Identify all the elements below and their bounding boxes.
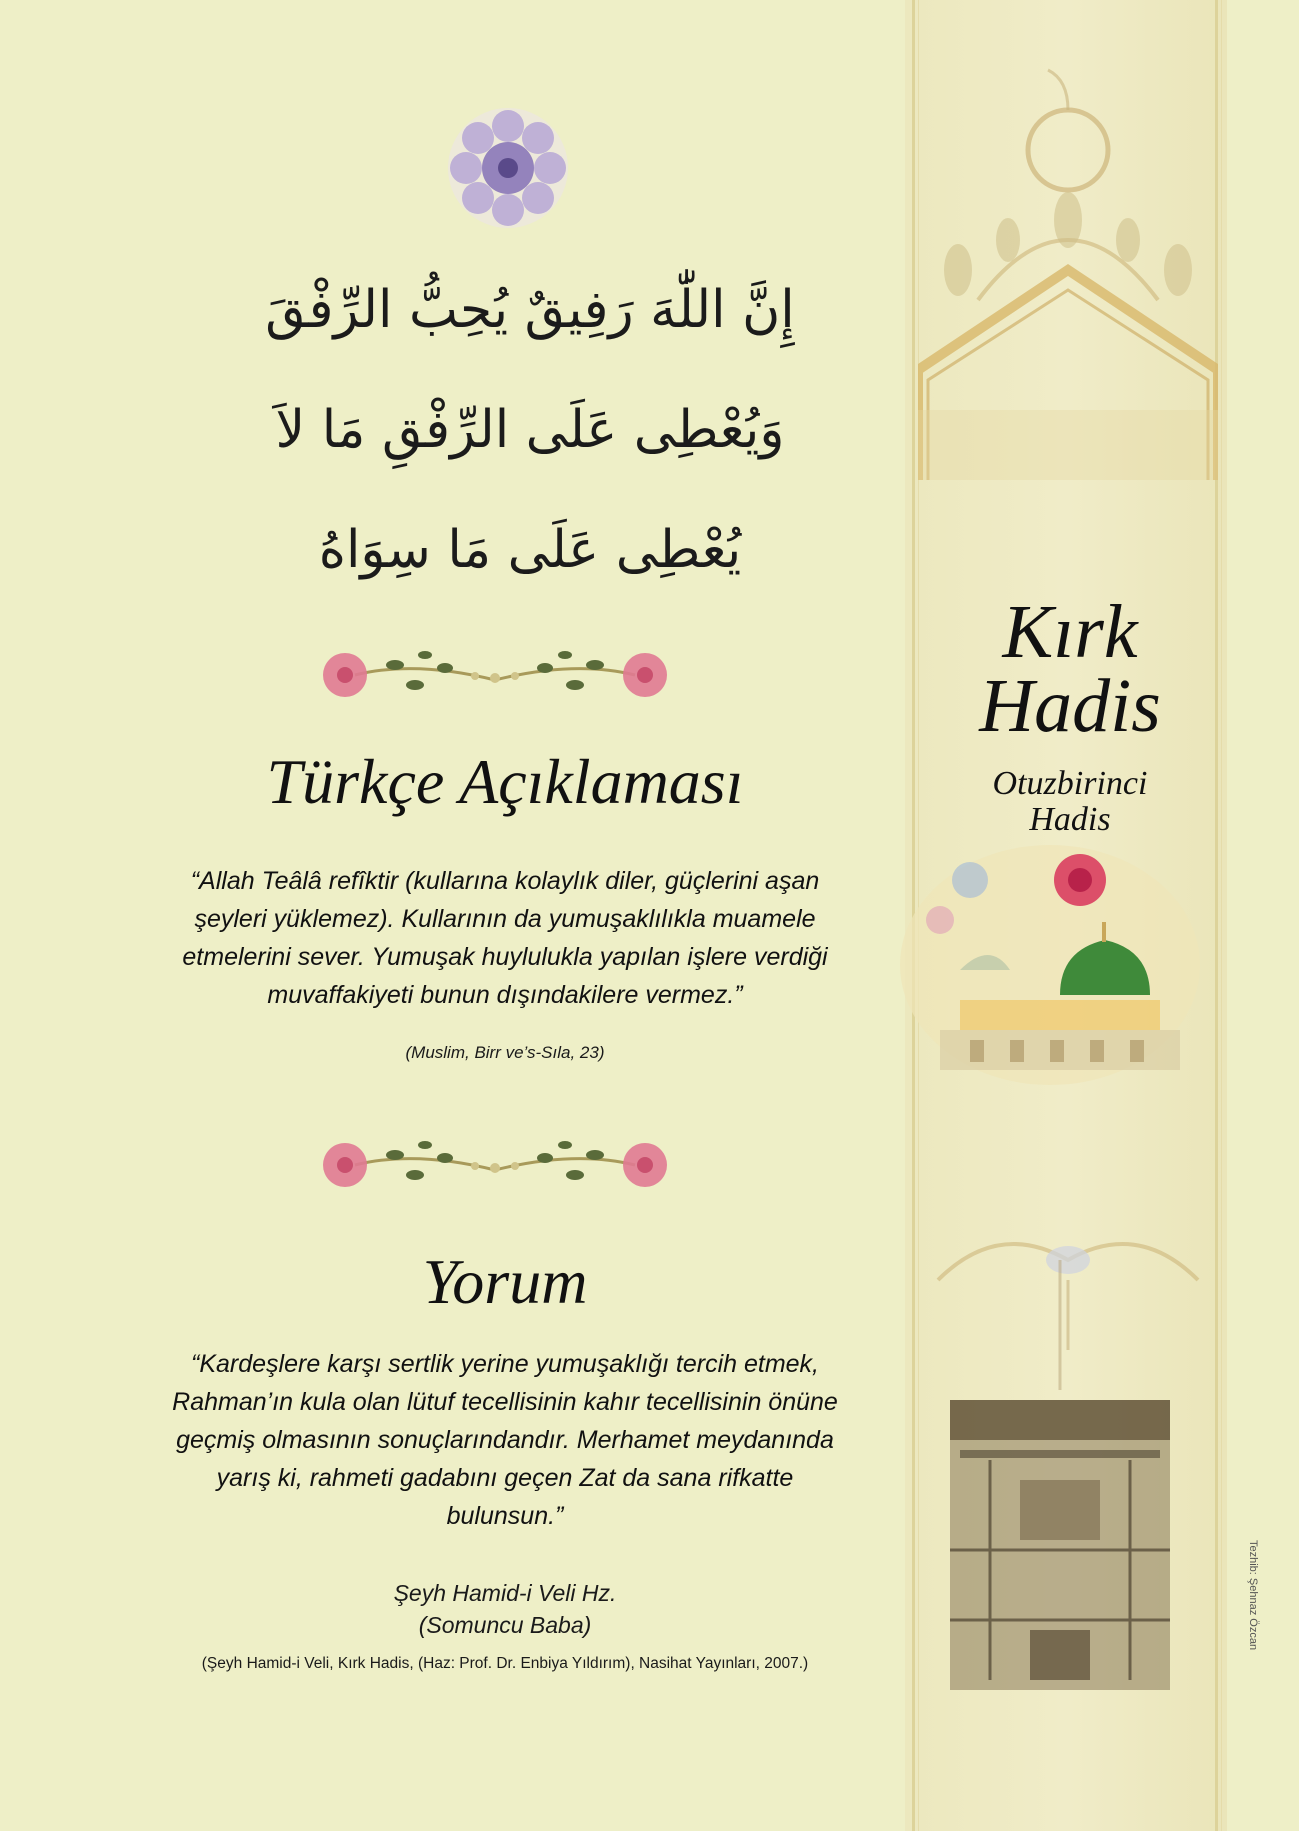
text-line: şeyleri yüklemez). Kullarının da yumuşaklılıkla muamele [194, 905, 816, 933]
arabic-line: يُعْطِى عَلَى مَا سِوَاهُ [318, 520, 742, 580]
rosette-icon [438, 98, 578, 238]
section-heading-translation: Türkçe Açıklaması [266, 746, 744, 817]
kaaba-icon [930, 1220, 1190, 1720]
hadith-number: Hadis [1029, 801, 1111, 838]
text-line: etmelerini sever. Yumuşak huylulukla yapılan işlere verdiği [182, 943, 828, 971]
author-name: Şeyh Hamid-i Veli Hz. [393, 1580, 617, 1606]
arabic-line: وَيُعْطِى عَلَى الرِّفْقِ مَا لاَ [275, 400, 785, 460]
text-line: “Allah Teâlâ refîktir (kullarına kolaylık diler, güçlerini aşan [190, 867, 820, 895]
hadith-source: (Muslim, Birr ve’s-Sıla, 23) [405, 1043, 605, 1062]
floral-divider-icon [295, 620, 695, 730]
illumination-credit: Tezhib: Şehnaz Özcan [1247, 1540, 1259, 1651]
mosque-dome-icon [880, 840, 1220, 1090]
hadith-number: Otuzbirinci [992, 765, 1148, 802]
arabic-line: إِنَّ اللّٰهَ رَفِيقٌ يُحِبُّ الرِّفْقَ [265, 280, 795, 340]
text-line: yarış ki, rahmeti gadabını geçen Zat da sana rifkatte [216, 1464, 794, 1492]
book-reference: (Şeyh Hamid-i Veli, Kırk Hadis, (Haz: Prof. Dr. Enbiya Yıldırım), Nasihat Yayınları, 2007.) [201, 1655, 809, 1672]
border-line [1221, 0, 1222, 1831]
author-alias: (Somuncu Baba) [418, 1612, 592, 1638]
text-line: muvaffakiyeti bunun dışındakilere vermez.” [267, 981, 743, 1009]
text-line: geçmiş olmasının sonuçlarındandır. Merhamet meydanında [176, 1426, 834, 1454]
commentary-text [160, 1345, 850, 1535]
text-line: Rahman’ın kula olan lütuf tecellisinin kahır tecellisinin önüne [172, 1388, 838, 1416]
translation-text [160, 862, 850, 1014]
text-line: “Kardeşlere karşı sertlik yerine yumuşaklığı tercih etmek, [191, 1350, 819, 1378]
section-heading-commentary: Yorum [422, 1246, 588, 1317]
floral-divider-icon [295, 1110, 695, 1220]
series-title: Kırk [1002, 590, 1138, 674]
ornament-arch-icon [918, 40, 1218, 480]
text-line: bulunsun.” [446, 1502, 564, 1530]
series-title: Hadis [979, 664, 1161, 748]
